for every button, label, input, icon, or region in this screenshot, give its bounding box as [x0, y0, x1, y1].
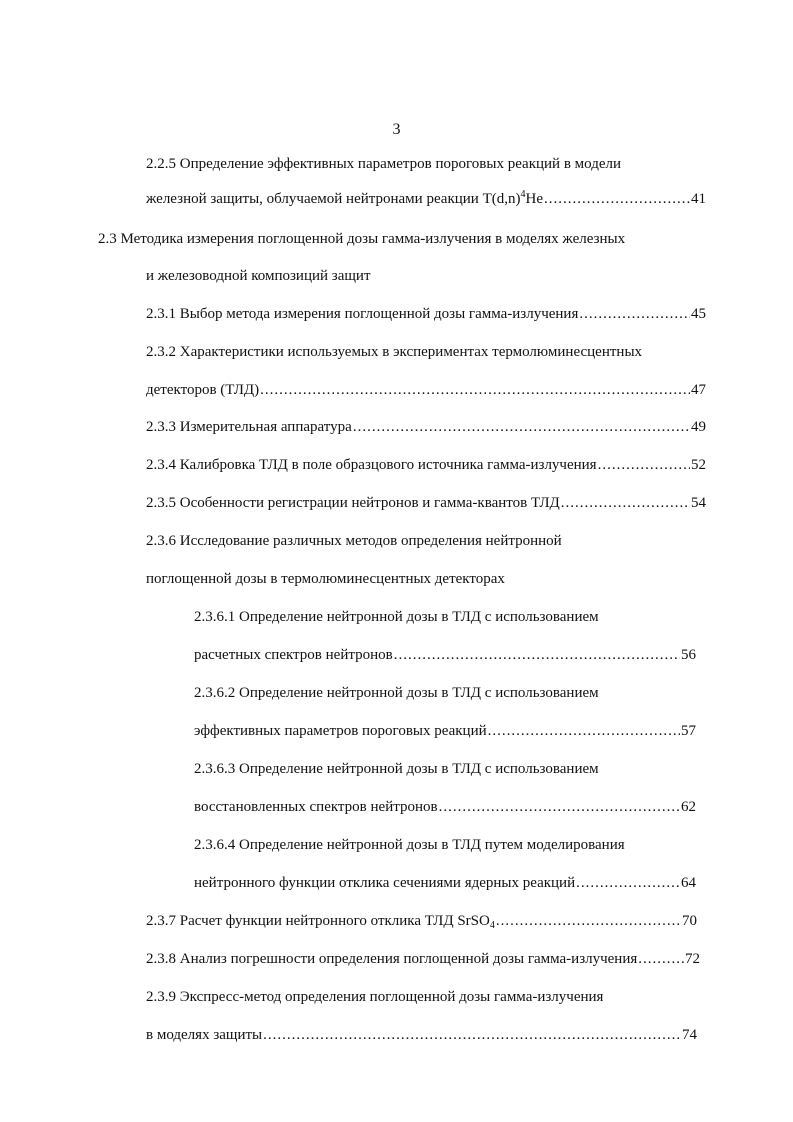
dot-leader	[598, 455, 690, 475]
dot-leader	[544, 189, 690, 209]
toc-title: эффективных параметров пороговых реакций	[194, 723, 487, 739]
toc-entry-2-3-2[interactable]	[146, 380, 706, 400]
dot-leader	[439, 797, 680, 817]
toc-page-number: 52	[691, 457, 706, 473]
toc-title: 2.3.7 Расчет функции нейтронного отклика ТЛД SrSO$_4$	[146, 913, 495, 931]
toc-entry-2-3-8[interactable]	[146, 949, 700, 969]
toc-2-2-5-line1: 2.2.5 Определение эффективных параметров пороговых реакций в модели	[146, 156, 622, 172]
toc-title: расчетных спектров нейтронов	[194, 647, 393, 663]
toc-page-number: 47	[691, 382, 706, 398]
dot-leader	[638, 949, 684, 969]
dot-leader	[561, 493, 690, 513]
toc-entry-2-3-6-4[interactable]	[194, 873, 696, 893]
toc-page-number: 72	[685, 951, 700, 967]
toc-entry-2-3-4[interactable]	[146, 455, 706, 475]
dot-leader	[394, 645, 680, 665]
toc-entry-2-3-6-1[interactable]	[194, 645, 696, 665]
toc-title: 2.3.1 Выбор метода измерения поглощенной дозы гамма-излучения	[146, 306, 579, 322]
toc-2-3-6-4-line1: 2.3.6.4 Определение нейтронной дозы в ТЛД путем моделирования	[194, 837, 625, 853]
toc-entry-2-3-1[interactable]	[146, 304, 706, 324]
toc-2-3-line1: 2.3 Методика измерения поглощенной дозы гамма-излучения в моделях железных	[98, 231, 626, 247]
toc-title: восстановленных спектров нейтронов	[194, 799, 438, 815]
toc-page-number: 49	[691, 419, 706, 435]
toc-title: в моделях защиты	[146, 1027, 263, 1043]
toc-entry-2-3-6-2[interactable]	[194, 721, 696, 741]
page-number: 3	[392, 121, 401, 138]
toc-2-3-6-2-line1: 2.3.6.2 Определение нейтронной дозы в ТЛД с использованием	[194, 685, 599, 701]
dot-leader	[488, 721, 680, 741]
dot-leader	[353, 417, 690, 437]
toc-title: 2.3.4 Калибровка ТЛД в поле образцового источника гамма-излучения	[146, 457, 597, 473]
toc-2-3-6-line2: поглощенной дозы в термолюминесцентных детекторах	[146, 571, 505, 587]
toc-page-number: 64	[681, 875, 696, 891]
dot-leader	[579, 304, 690, 324]
toc-title: нейтронного функции отклика сечениями ядерных реакций	[194, 875, 576, 891]
toc-entry-2-3-5[interactable]	[146, 493, 706, 513]
toc-page-number: 57	[681, 723, 696, 739]
dot-leader	[576, 873, 680, 893]
toc-page-number: 62	[681, 799, 696, 815]
toc-entry-2-3-6-3[interactable]	[194, 797, 696, 817]
toc-entry-2-2-5[interactable]	[146, 189, 706, 209]
toc-page-number: 41	[691, 191, 706, 207]
toc-title: 2.3.5 Особенности регистрации нейтронов и гамма-квантов ТЛД	[146, 495, 560, 511]
toc-2-3-2-line1: 2.3.2 Характеристики используемых в экспериментах термолюминесцентных	[146, 344, 643, 360]
toc-title: 2.3.8 Анализ погрешности определения поглощенной дозы гамма-излучения	[146, 951, 638, 967]
toc-title: детекторов (ТЛД)	[146, 382, 260, 398]
dot-leader	[260, 380, 690, 400]
toc-entry-2-3-3[interactable]	[146, 417, 706, 437]
toc-entry-2-3-9[interactable]	[146, 1025, 697, 1045]
dot-leader	[263, 1025, 681, 1045]
toc-2-2-5-title-end: железной защиты, облучаемой нейтронами реакции $T(d,n)^4He$	[146, 189, 543, 207]
toc-2-3-9-line1: 2.3.9 Экспресс-метод определения поглощенной дозы гамма-излучения	[146, 989, 604, 1005]
toc-2-3-6-1-line1: 2.3.6.1 Определение нейтронной дозы в ТЛД с использованием	[194, 609, 599, 625]
toc-page-number: 74	[682, 1027, 697, 1043]
toc-entry-2-3-7[interactable]	[146, 911, 697, 931]
toc-title: 2.3.3 Измерительная аппаратура	[146, 419, 352, 435]
toc-page-number: 45	[691, 306, 706, 322]
toc-page-number: 70	[682, 913, 697, 929]
toc-2-3-6-line1: 2.3.6 Исследование различных методов определения нейтронной	[146, 533, 562, 549]
toc-page-number: 56	[681, 647, 696, 663]
toc-page-number: 54	[691, 495, 706, 511]
dot-leader	[496, 911, 681, 931]
toc-2-3-6-3-line1: 2.3.6.3 Определение нейтронной дозы в ТЛД с использованием	[194, 761, 599, 777]
toc-2-3-line2: и железоводной композиций защит	[146, 268, 371, 284]
